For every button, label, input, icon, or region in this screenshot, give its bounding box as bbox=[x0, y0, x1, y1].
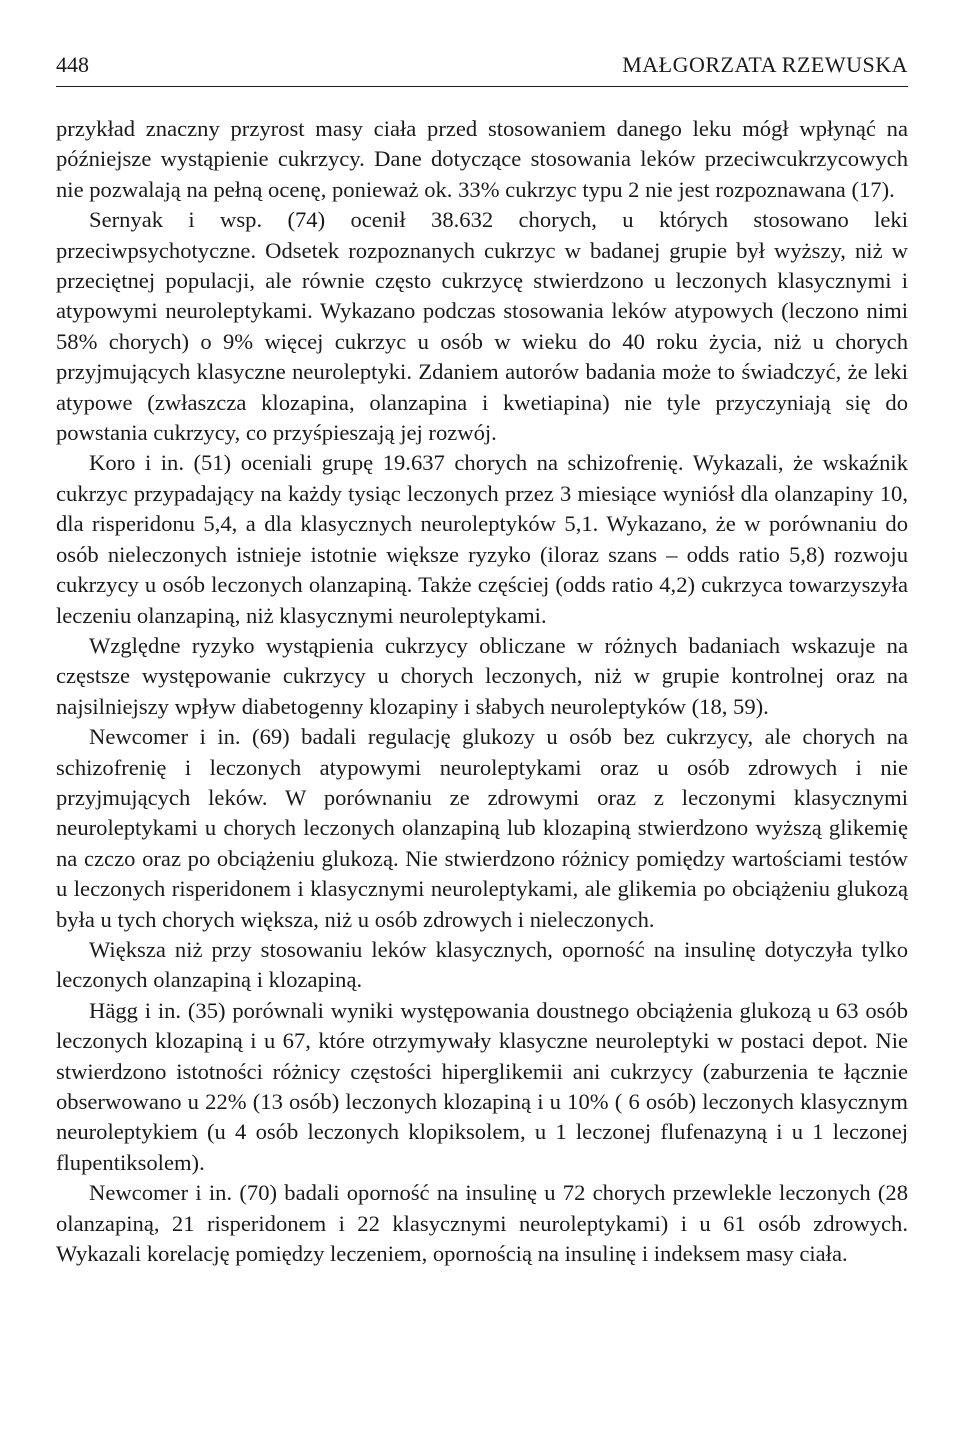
paragraph-continuation: przykład znaczny przyrost masy ciała przed stosowaniem danego leku mógł wpłynąć na późniejsze wystąpienie cukrzycy. Dane dotyczące stosowania leków przeciwcukrzycowych nie pozwalają na pełną ocenę, ponieważ ok. 33% cukrzyc typu 2 nie jest rozpoznawana (17). bbox=[56, 116, 908, 202]
paragraph: Koro i in. (51) oceniali grupę 19.637 chorych na schizofrenię. Wykazali, że wskaźnik cukrzyc przypadający na każdy tysiąc leczonych przez 3 miesiące wyniósł dla olanzapiny 10, dla risperidonu 5,4, a dla klasycznych neuroleptyków 5,1. Wykazano, że w porównaniu do osób nieleczonych istnieje istotnie większe ryzyko (iloraz szans – odds ratio 5,8) rozwoju cukrzycy u osób leczonych olanzapiną. Także częściej (odds ratio 4,2) cukrzyca towarzyszyła leczeniu olanzapiną, niż klasycznymi neuroleptykami. bbox=[56, 450, 908, 628]
paragraph: Newcomer i in. (70) badali oporność na insulinę u 72 chorych przewlekle leczonych (28 olanzapiną, 21 risperidonem i 22 klasycznymi neuroleptykami) i u 61 osób zdrowych. Wykazali korelację pomiędzy leczeniem, opornością na insulinę i indeksem masy ciała. bbox=[56, 1180, 908, 1267]
paragraph: Większa niż przy stosowaniu leków klasycznych, oporność na insulinę dotyczyła tylko leczonych olanzapiną i klozapiną. bbox=[56, 936, 908, 993]
running-header bbox=[56, 50, 908, 87]
body-text bbox=[56, 114, 908, 1269]
page-number: 448 bbox=[56, 52, 89, 77]
document-page bbox=[56, 50, 908, 1269]
paragraph: Względne ryzyko wystąpienia cukrzycy obliczane w różnych badaniach wskazuje na częstsze występowanie cukrzycy u chorych leczonych, niż w grupie kontrolnej oraz na najsilniejszy wpływ diabetogenny klozapiny i słabych neuroleptyków (18, 59). bbox=[56, 632, 908, 719]
running-head-author: MAŁGORZATA RZEWUSKA bbox=[622, 52, 908, 77]
paragraph: Sernyak i wsp. (74) ocenił 38.632 chorych, u których stosowano leki przeciwpsychotyczne. Odsetek rozpoznanych cukrzyc w badanej grupie był wyższy, niż w przeciętnej populacji, ale równie często cukrzycę stwierdzono u leczonych klasycznymi i atypowymi neuroleptykami. Wykazano podczas stosowania leków atypowych (leczono nimi 58% chorych) o 9% więcej cukrzyc u osób w wieku do 40 roku życia, niż u chorych przyjmujących klasyczne neuroleptyki. Zdaniem autorów badania może to świadczyć, że leki atypowe (zwłaszcza klozapina, olanzapina i kwetiapina) nie tyle przyczyniają się do powstania cukrzycy, co przyśpieszają jej rozwój. bbox=[56, 207, 908, 446]
paragraph: Hägg i in. (35) porównali wyniki występowania doustnego obciążenia glukozą u 63 osób leczonych klozapiną i u 67, które otrzymywały klasyczne neuroleptyki w postaci depot. Nie stwierdzono istotności różnicy częstości hiperglikemii ani cukrzycy (zaburzenia te łącznie obserwowano u 22% (13 osób) leczonych klozapiną i u 10% ( 6 osób) leczonych klasycznym neuroleptykiem (u 4 osób leczonych klopiksolem, u 1 leczonej flufenazyną i u 1 leczonej flupentiksolem). bbox=[56, 997, 908, 1175]
paragraph: Newcomer i in. (69) badali regulację glukozy u osób bez cukrzycy, ale chorych na schizofrenię i leczonych atypowymi neuroleptykami oraz u osób zdrowych i nie przyjmujących leków. W porównaniu ze zdrowymi oraz z leczonymi klasycznymi neuroleptykami u chorych leczonych olanzapiną lub klozapiną stwierdzono wyższą glikemię na czczo oraz po obciążeniu glukozą. Nie stwierdzono różnicy pomiędzy wartościami testów u leczonych risperidonem i klasycznymi neuroleptykami, ale glikemia po obciążeniu glukozą była u tych chorych większa, niż u osób zdrowych i nieleczonych. bbox=[56, 724, 908, 932]
